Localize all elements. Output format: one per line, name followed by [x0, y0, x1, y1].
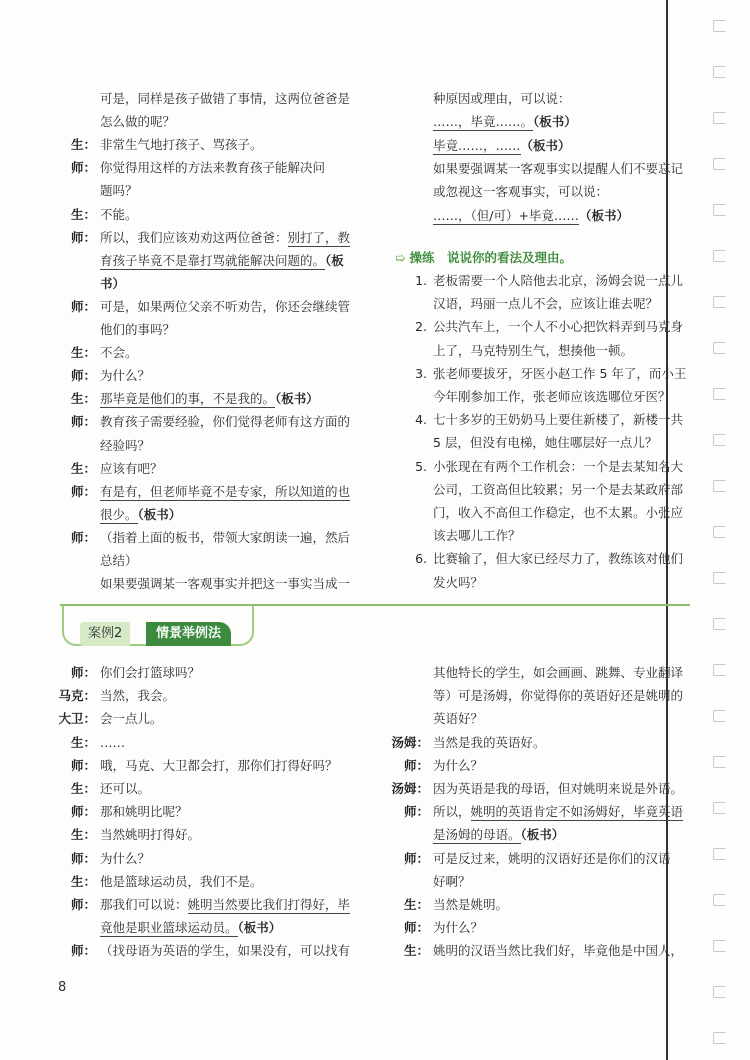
- line-text: 当然，我会。: [100, 688, 176, 704]
- line-text: 当然是我的英语好。: [433, 734, 546, 750]
- edge-mark: [713, 1032, 726, 1044]
- drill-number: 2.: [415, 319, 427, 335]
- blackboard-note: （板书）: [137, 506, 182, 522]
- drill-line: [433, 293, 658, 315]
- drill-text: 今年刚参加工作，张老师应该选哪位牙医？: [433, 389, 671, 404]
- edge-mark: [713, 710, 726, 722]
- line-text: 当然是姚明。: [433, 897, 509, 912]
- text-line: [433, 662, 683, 684]
- text-line: [70, 778, 151, 800]
- text-line: [70, 157, 326, 179]
- line-text: 应该有吧？: [100, 460, 163, 476]
- drill-text: 张老师要拔牙，牙医小赵工作 5 年了，而小王: [433, 365, 687, 381]
- underlined-text: 那毕竟是他们的事，不是我的。: [100, 391, 276, 407]
- drill-text: 上了，马克特别生气，想揍他一顿。: [433, 342, 634, 358]
- text-line: [100, 550, 138, 572]
- text-line: [70, 458, 163, 480]
- drill-text: 5 层，但没有电梯，她住哪层好一点儿？: [433, 435, 658, 451]
- line-text: （指着上面的板书，带领大家朗读一遍，然后: [100, 529, 351, 545]
- drill-line: [433, 340, 633, 362]
- text-line: [433, 685, 683, 707]
- edge-mark: [713, 204, 726, 216]
- text-line: [70, 894, 351, 916]
- speaker-label: 师：: [70, 229, 96, 245]
- page-number: 8: [58, 980, 67, 995]
- line-text: 姚明的汉语当然比我们好，毕竟他是中国人，: [433, 943, 684, 959]
- edge-mark: [713, 940, 726, 952]
- text-line: [70, 411, 351, 433]
- line-text: 其他特长的学生，如会画画、跳舞、专业翻译: [433, 665, 684, 680]
- text-line: [433, 205, 629, 227]
- text-line: [433, 135, 571, 157]
- arrow-icon: ➯: [395, 250, 406, 265]
- speaker-label: 师：: [403, 757, 429, 773]
- edge-mark: [713, 112, 726, 124]
- text-line: [100, 435, 150, 457]
- line-text: 那和姚明比呢？: [100, 804, 188, 820]
- case-label: 案例2: [80, 622, 130, 646]
- speaker-label: 大卫：: [58, 711, 96, 727]
- drill-line: [433, 432, 657, 454]
- drill-number: 3.: [415, 365, 427, 381]
- speaker-label: 生：: [70, 781, 96, 796]
- line-text: 可是，同样是孩子做错了事情，这两位爸爸是: [100, 91, 351, 106]
- blackboard-note: （板书）: [520, 827, 565, 843]
- speaker-label: 生：: [70, 734, 96, 750]
- line-text: 不能。: [100, 206, 138, 222]
- underlined-text: 别打了，教: [287, 229, 351, 245]
- speaker-label: 师：: [70, 414, 96, 430]
- text-line: [70, 204, 138, 226]
- line-text: 因为英语是我的母语，但对姚明来说是外语。: [433, 781, 684, 796]
- drill-line: [415, 409, 684, 431]
- text-line: [100, 573, 350, 595]
- text-line: [391, 778, 684, 800]
- blackboard-note: （板书）: [275, 391, 319, 407]
- line-text: 怎么做的呢？: [100, 114, 176, 130]
- speaker-label: 师：: [70, 943, 96, 959]
- edge-mark: [713, 848, 726, 860]
- edge-mark: [713, 802, 726, 814]
- text-line: [70, 342, 138, 364]
- text-line: [70, 801, 188, 823]
- drill-line: [433, 572, 483, 594]
- text-line: [433, 111, 577, 133]
- line-text: 可是，如果两位父亲不听劝告，你还会继续管: [100, 298, 351, 314]
- line-text: ……: [100, 734, 125, 750]
- text-line: [70, 388, 319, 410]
- underlined-text: 竟他是职业篮球运动员。: [100, 920, 238, 936]
- underlined-text: 姚明当然要比我们打得好，毕: [187, 897, 351, 912]
- blackboard-note: 书）: [100, 275, 126, 291]
- text-line: [70, 134, 263, 156]
- drill-line: [415, 456, 684, 478]
- line-text: 他是篮球运动员，我们不是。: [100, 873, 263, 889]
- edge-mark: [713, 526, 726, 538]
- line-text: 所以，: [433, 804, 471, 820]
- text-line: [433, 871, 471, 893]
- text-line: [70, 481, 351, 503]
- text-line: [58, 708, 163, 730]
- line-text: 当然姚明打得好。: [100, 827, 201, 843]
- line-text: 你觉得用这样的方法来教育孩子能解决问: [100, 160, 326, 176]
- drill-line: [433, 525, 521, 547]
- edge-mark: [713, 572, 726, 584]
- drill-line: [433, 479, 683, 501]
- drill-line: [415, 270, 684, 292]
- drill-number: 6.: [415, 551, 427, 567]
- text-line: [403, 755, 484, 777]
- text-line: [433, 824, 564, 846]
- drill-title: ➯ 操练 说说你的看法及理由。: [395, 250, 572, 265]
- blackboard-note: （板书）: [578, 207, 629, 223]
- drill-text: 发火吗？: [433, 574, 484, 590]
- line-text: 经验吗？: [100, 437, 151, 453]
- underlined-text: 育孩子毕竟不是靠打骂就能解决问题的。: [100, 252, 326, 268]
- drill-line: [415, 548, 684, 570]
- underlined-text: ……，毕竟……。: [433, 114, 534, 130]
- drill-line: [433, 502, 683, 524]
- blackboard-note: （板书）: [520, 137, 571, 153]
- drill-text: 该去哪儿工作？: [433, 528, 521, 544]
- line-text: 英语好？: [433, 711, 484, 727]
- text-line: [70, 527, 351, 549]
- speaker-label: 师：: [70, 483, 96, 499]
- edge-mark: [713, 20, 726, 32]
- line-text: 哦，马克、大卫都会打，那你们打得好吗？: [100, 757, 338, 773]
- drill-text: 老板需要一个人陪他去北京，汤姆会说一点儿: [433, 273, 684, 288]
- speaker-label: 生：: [70, 873, 96, 889]
- text-line: [70, 662, 201, 684]
- text-line: [100, 88, 350, 110]
- text-line: [391, 732, 546, 754]
- edge-mark: [713, 158, 726, 170]
- underlined-text: 是汤姆的母语。: [433, 827, 521, 843]
- speaker-label: 生：: [70, 391, 96, 407]
- text-line: [70, 824, 201, 846]
- drill-text: 七十多岁的王奶奶马上要住新楼了，新楼一共: [433, 412, 684, 428]
- page-edge-marks: [705, 0, 745, 1060]
- line-text: 他们的事吗？: [100, 322, 176, 337]
- blackboard-note: （板书）: [237, 920, 282, 936]
- speaker-label: 生：: [70, 206, 96, 222]
- line-text: 如果要强调某一客观事实以提醒人们不要忘记: [433, 160, 684, 176]
- line-text: 非常生气地打孩子、骂孩子。: [100, 137, 263, 153]
- drill-text: 小张现在有两个工作机会：一个是去某知名大: [433, 458, 684, 474]
- underlined-text: 姚明的英语肯定不如汤姆好，毕竟英语: [470, 804, 684, 820]
- text-line: [100, 180, 138, 202]
- text-line: [403, 940, 684, 962]
- text-line: [100, 111, 175, 133]
- line-text: 还可以。: [100, 781, 151, 796]
- line-text: 好啊？: [433, 873, 471, 889]
- speaker-label: 师：: [70, 529, 96, 545]
- line-text: 种原因或理由，可以说：: [433, 91, 571, 106]
- text-line: [100, 917, 281, 939]
- text-line: [100, 273, 125, 295]
- text-line: [100, 504, 181, 526]
- speaker-label: 师：: [70, 368, 96, 384]
- speaker-label: 汤姆：: [391, 734, 429, 750]
- speaker-label: 马克：: [58, 688, 96, 704]
- line-text: 题吗？: [100, 183, 138, 199]
- speaker-label: 师：: [70, 897, 96, 912]
- text-line: [70, 732, 125, 754]
- drill-number: 1.: [415, 273, 427, 288]
- line-text: 为什么？: [433, 757, 484, 773]
- line-text: （找母语为英语的学生，如果没有，可以找有: [100, 943, 351, 959]
- drill-text: 门，收入不高但工作稳定，也不太累。小张应: [433, 505, 684, 520]
- line-text: 那我们可以说：: [100, 897, 188, 912]
- edge-mark: [713, 664, 726, 676]
- edge-mark: [713, 434, 726, 446]
- underlined-text: ……，（但/可）+毕竟……: [433, 207, 579, 223]
- edge-mark: [713, 618, 726, 630]
- case-title: 情景举例法: [146, 622, 231, 646]
- edge-mark: [713, 756, 726, 768]
- text-line: [433, 708, 483, 730]
- drill-text: 汉语，玛丽一点儿不会，应该让谁去呢？: [433, 296, 659, 312]
- speaker-label: 师：: [70, 160, 96, 176]
- drill-text: 比赛输了，但大家已经尽力了，教练该对他们: [433, 551, 684, 567]
- drill-number: 4.: [415, 412, 427, 428]
- text-line: [433, 158, 683, 180]
- drill-line: [433, 386, 671, 408]
- blackboard-note: （板书）: [533, 114, 577, 130]
- line-text: 为什么？: [433, 920, 484, 936]
- line-text: 所以，我们应该劝劝这两位爸爸：: [100, 229, 288, 245]
- line-text: 等）可是汤姆，你觉得你的英语好还是姚明的: [433, 688, 684, 704]
- line-text: 如果要强调某一客观事实并把这一事实当成一: [100, 576, 351, 592]
- text-line: [403, 801, 684, 823]
- line-text: 或忽视这一客观事实，可以说：: [433, 184, 609, 200]
- edge-mark: [713, 66, 726, 78]
- underlined-text: 有是有，但老师毕竟不是专家，所以知道的也: [100, 483, 351, 499]
- text-line: [433, 181, 608, 203]
- underlined-text: 很少。: [100, 506, 138, 522]
- edge-mark: [713, 296, 726, 308]
- speaker-label: 生：: [403, 897, 429, 912]
- speaker-label: 师：: [70, 804, 96, 820]
- text-line: [100, 319, 175, 341]
- speaker-label: 汤姆：: [391, 781, 429, 796]
- line-text: 不会。: [100, 345, 138, 361]
- edge-mark: [713, 480, 726, 492]
- line-text: 为什么？: [100, 850, 151, 866]
- edge-mark: [713, 986, 726, 998]
- edge-mark: [713, 250, 726, 262]
- speaker-label: 生：: [70, 460, 96, 476]
- text-line: [70, 940, 351, 962]
- drill-text: 公司，工资高但比较累；另一个是去某政府部: [433, 481, 684, 497]
- text-line: [403, 848, 671, 870]
- text-line: [70, 365, 151, 387]
- edge-mark: [713, 894, 726, 906]
- edge-mark: [713, 388, 726, 400]
- text-line: [70, 296, 351, 318]
- text-line: [100, 250, 344, 272]
- speaker-label: 师：: [70, 757, 96, 773]
- drill-number: 5.: [415, 458, 427, 474]
- line-text: 为什么？: [100, 368, 151, 384]
- text-line: [433, 88, 571, 110]
- text-line: [70, 755, 338, 777]
- line-text: 教育孩子需要经验，你们觉得老师有这方面的: [100, 414, 351, 430]
- line-text: 可是反过来，姚明的汉语好还是你们的汉语: [433, 850, 671, 866]
- speaker-label: 生：: [70, 345, 96, 361]
- speaker-label: 生：: [70, 137, 96, 153]
- speaker-label: 师：: [403, 920, 429, 936]
- speaker-label: 师：: [403, 850, 429, 866]
- line-text: 会一点儿。: [100, 711, 163, 727]
- text-line: [403, 894, 509, 916]
- speaker-label: 师：: [403, 804, 429, 820]
- drill-line: [415, 316, 684, 338]
- drill-text: 公共汽车上，一个人不小心把饮料弄到马克身: [433, 319, 684, 335]
- line-text: 总结）: [100, 553, 138, 568]
- line-text: 你们会打篮球吗？: [100, 665, 201, 680]
- underlined-text: 毕竟……，……: [433, 137, 521, 153]
- speaker-label: 生：: [403, 943, 429, 959]
- text-line: [58, 685, 176, 707]
- speaker-label: 师：: [70, 850, 96, 866]
- text-line: [70, 871, 263, 893]
- edge-mark: [713, 342, 726, 354]
- speaker-label: 生：: [70, 827, 96, 843]
- text-line: [70, 227, 351, 249]
- text-line: [70, 848, 151, 870]
- speaker-label: 师：: [70, 298, 96, 314]
- text-line: [403, 917, 484, 939]
- blackboard-note: （板: [325, 252, 344, 268]
- drill-line: [415, 363, 687, 385]
- speaker-label: 师：: [70, 665, 96, 680]
